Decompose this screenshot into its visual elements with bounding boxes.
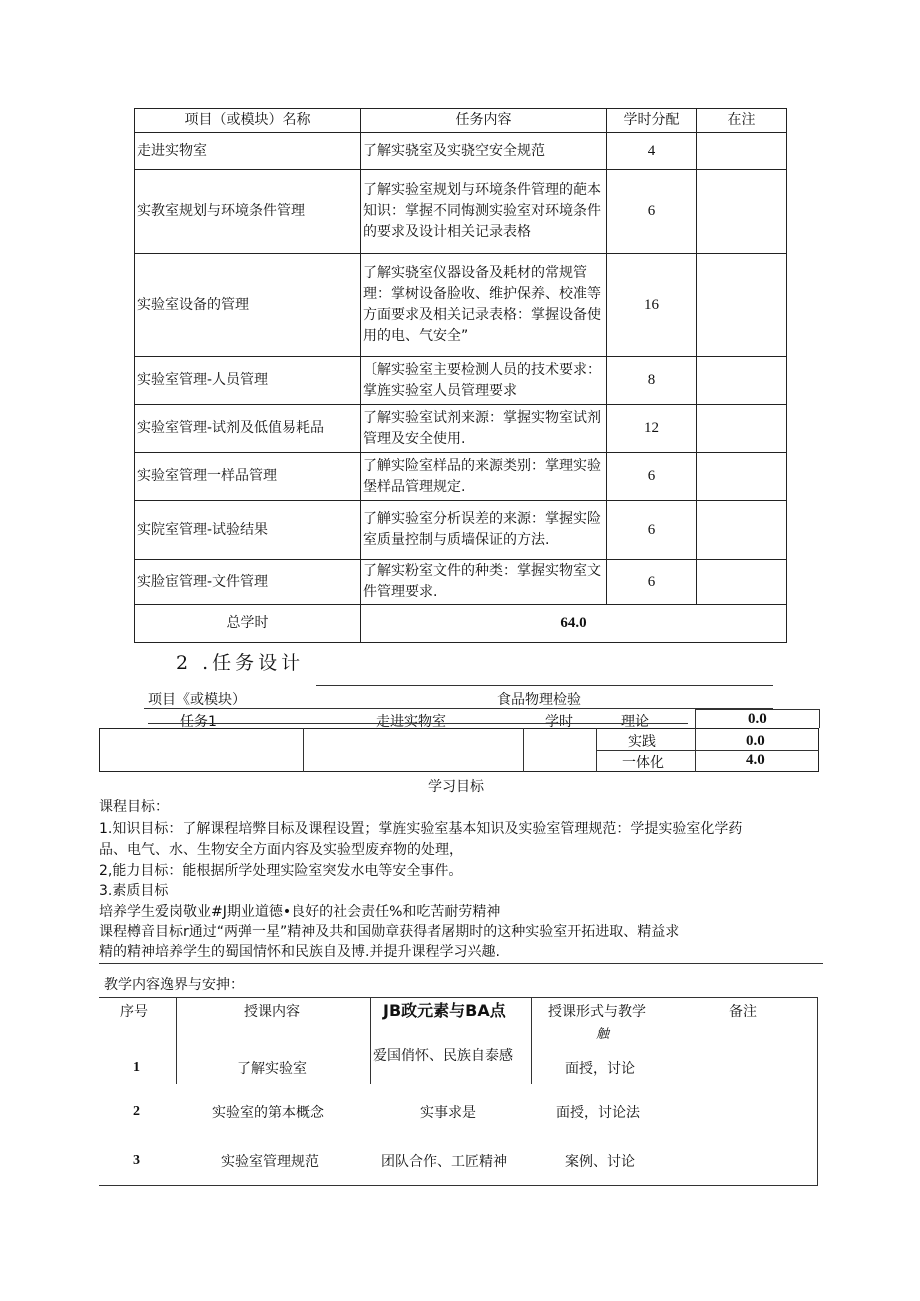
module-name: 实院室管理-试验结果 bbox=[135, 501, 361, 560]
course-goal-label: 课程目标： bbox=[99, 799, 169, 815]
task-content: 了解实骁室及实骁空安全规范 bbox=[361, 133, 607, 170]
task-content: 了解实验室试剂来源：掌握实物室试剂管理及安全使用. bbox=[361, 405, 607, 453]
divider-line bbox=[99, 963, 823, 964]
task-content: 了解实验室规划与环境条件管理的葩本知识：掌握不同悔测实验室对环境条件的要求及设计相关记录表格 bbox=[361, 170, 607, 254]
hours-value: 16 bbox=[607, 254, 697, 357]
table-border bbox=[99, 1185, 818, 1186]
module-name: 实验室设备的管理 bbox=[135, 254, 361, 357]
header-ideology: JB政元素与BA点 bbox=[383, 1001, 506, 1020]
row-form: 面授，讨论 bbox=[565, 1061, 635, 1077]
module-name: 实验室管理一样品管理 bbox=[135, 453, 361, 501]
practice-value: 0.0 bbox=[746, 733, 765, 749]
row-seq: 2 bbox=[133, 1104, 140, 1119]
note-cell bbox=[697, 501, 787, 560]
header-note: 在注 bbox=[697, 109, 787, 133]
row-content: 实验室管理规范 bbox=[221, 1154, 319, 1170]
ideology-goal-line: 课程樽音目标r通过“两弹一星”精神及共和国勋章获得者屠期时的这种实验室开拓进取、精益求 bbox=[99, 924, 680, 940]
header-form-sub: 触 bbox=[596, 1027, 610, 1042]
task-content: 〔解实验室主要检测人员的技术要求：掌旌实验室人员管理要求 bbox=[361, 357, 607, 405]
divider-line bbox=[144, 708, 773, 709]
module-name: 实教室规划与环境条件管理 bbox=[135, 170, 361, 254]
integrated-value: 4.0 bbox=[746, 752, 765, 768]
row-ideology: 实事求是 bbox=[420, 1105, 476, 1121]
hours-value: 6 bbox=[607, 453, 697, 501]
hours-value: 8 bbox=[607, 357, 697, 405]
practice-label: 实践 bbox=[628, 734, 656, 750]
table-row bbox=[135, 405, 787, 453]
note-cell bbox=[697, 453, 787, 501]
quality-goal-line: 培养学生爱岗敬业#J期业道德•良好的社会责任%和吃苦耐劳精神 bbox=[99, 904, 501, 920]
header-module-name: 项目（或模块）名称 bbox=[135, 109, 361, 133]
hours-value: 6 bbox=[607, 560, 697, 605]
grid-line bbox=[819, 709, 820, 728]
row-seq: 1 bbox=[133, 1060, 140, 1075]
note-cell bbox=[697, 254, 787, 357]
module-name: 实验室管理-试剂及低值易耗品 bbox=[135, 405, 361, 453]
note-cell bbox=[697, 405, 787, 453]
hours-value: 12 bbox=[607, 405, 697, 453]
knowledge-goal: 1.知识目标：了解课程培弊目标及课程设置；掌旌实验室基本知识及实验室管理规范：学提实验室化学药 bbox=[99, 821, 743, 837]
task-content: 了觯实险室样品的来源类别：掌理实验堡样品管理规定. bbox=[361, 453, 607, 501]
table-row bbox=[135, 453, 787, 501]
header-note: 备注 bbox=[729, 1004, 757, 1020]
table-row bbox=[135, 133, 787, 170]
grid-line bbox=[523, 728, 524, 772]
header-hours: 学时分配 bbox=[607, 109, 697, 133]
divider-line bbox=[148, 723, 688, 724]
table-total-row bbox=[135, 605, 787, 643]
header-form: 授课形式与教学 bbox=[548, 1004, 646, 1020]
module-label: 项目《或模块） bbox=[148, 692, 246, 708]
module-name: 实脸宦管理-文件管理 bbox=[135, 560, 361, 605]
note-cell bbox=[697, 560, 787, 605]
task-value: 走进实物室 bbox=[376, 714, 446, 730]
table-border bbox=[531, 997, 532, 1084]
row-form: 案例、讨论 bbox=[565, 1154, 635, 1170]
row-content: 了解实验室 bbox=[237, 1061, 307, 1077]
theory-value: 0.0 bbox=[748, 711, 767, 727]
grid-line bbox=[695, 709, 696, 728]
table-row bbox=[135, 501, 787, 560]
row-ideology: 团队合作、工匠精神 bbox=[381, 1154, 507, 1170]
row-ideology: 爱国俏怀、民族自泰感 bbox=[373, 1048, 513, 1064]
table-row bbox=[135, 170, 787, 254]
table2-caption: 教学内容逸界与安抻： bbox=[104, 977, 244, 993]
table-border bbox=[99, 997, 818, 998]
row-content: 实验室的第本概念 bbox=[212, 1105, 324, 1121]
knowledge-goal-cont: 品、电气、水、生物安全方面内容及实验型废弃物的处理， bbox=[99, 842, 463, 858]
header-task-content: 任务内容 bbox=[361, 109, 607, 133]
table-border bbox=[817, 997, 818, 1185]
task-label: 任务1 bbox=[180, 714, 217, 730]
task-content: 了解实骁室仪器设备及耗材的常规管理：掌树设备脸收、维护保养、校准等方面要求及相关记录表格：掌握设备使用的电、气安全” bbox=[361, 254, 607, 357]
ability-goal: 2,能力目标：能根据所学处理实险室突发水电等安全事件。 bbox=[99, 863, 463, 879]
note-cell bbox=[697, 357, 787, 405]
module-name: 实验室管理-人员管理 bbox=[135, 357, 361, 405]
table-border bbox=[176, 997, 177, 1084]
header-seq: 序号 bbox=[120, 1004, 148, 1020]
integrated-label: 一体化 bbox=[622, 755, 664, 771]
hours-value: 6 bbox=[607, 501, 697, 560]
task-content: 了觯实验室分析误差的来源：掌握实险室质量控制与质墙保证的方法. bbox=[361, 501, 607, 560]
grid-line bbox=[303, 728, 304, 772]
grid-line bbox=[695, 709, 819, 710]
task-content: 了解实粉室文件的种类：掌握实物室文件管理要求. bbox=[361, 560, 607, 605]
table-border bbox=[370, 997, 371, 1084]
total-hours-label: 总学时 bbox=[135, 605, 361, 643]
table-row bbox=[135, 254, 787, 357]
ideology-goal-line: 精的精神培养学生的蜀国情怀和民族自及博.并提升课程学习兴趣. bbox=[99, 944, 500, 960]
module-name: 走进实物室 bbox=[135, 133, 361, 170]
module-value: 食品物理检验 bbox=[497, 692, 581, 708]
note-cell bbox=[697, 133, 787, 170]
total-hours-value: 64.0 bbox=[361, 605, 787, 643]
table-row bbox=[135, 357, 787, 405]
section-heading: 2 .任务设计 bbox=[176, 652, 305, 674]
divider-line bbox=[316, 685, 773, 686]
objectives-title: 学习目标 bbox=[428, 779, 484, 795]
row-seq: 3 bbox=[133, 1153, 140, 1168]
hours-label: 学时 bbox=[545, 714, 573, 730]
table-header-row bbox=[135, 109, 787, 133]
theory-label: 理论 bbox=[621, 714, 649, 730]
hours-value: 6 bbox=[607, 170, 697, 254]
quality-goal: 3.素质目标 bbox=[99, 883, 169, 899]
hours-value: 4 bbox=[607, 133, 697, 170]
header-content: 授课内容 bbox=[244, 1004, 300, 1020]
hours-allocation-table bbox=[134, 108, 787, 643]
table-row bbox=[135, 560, 787, 605]
row-form: 面授，讨论法 bbox=[556, 1105, 640, 1121]
note-cell bbox=[697, 170, 787, 254]
